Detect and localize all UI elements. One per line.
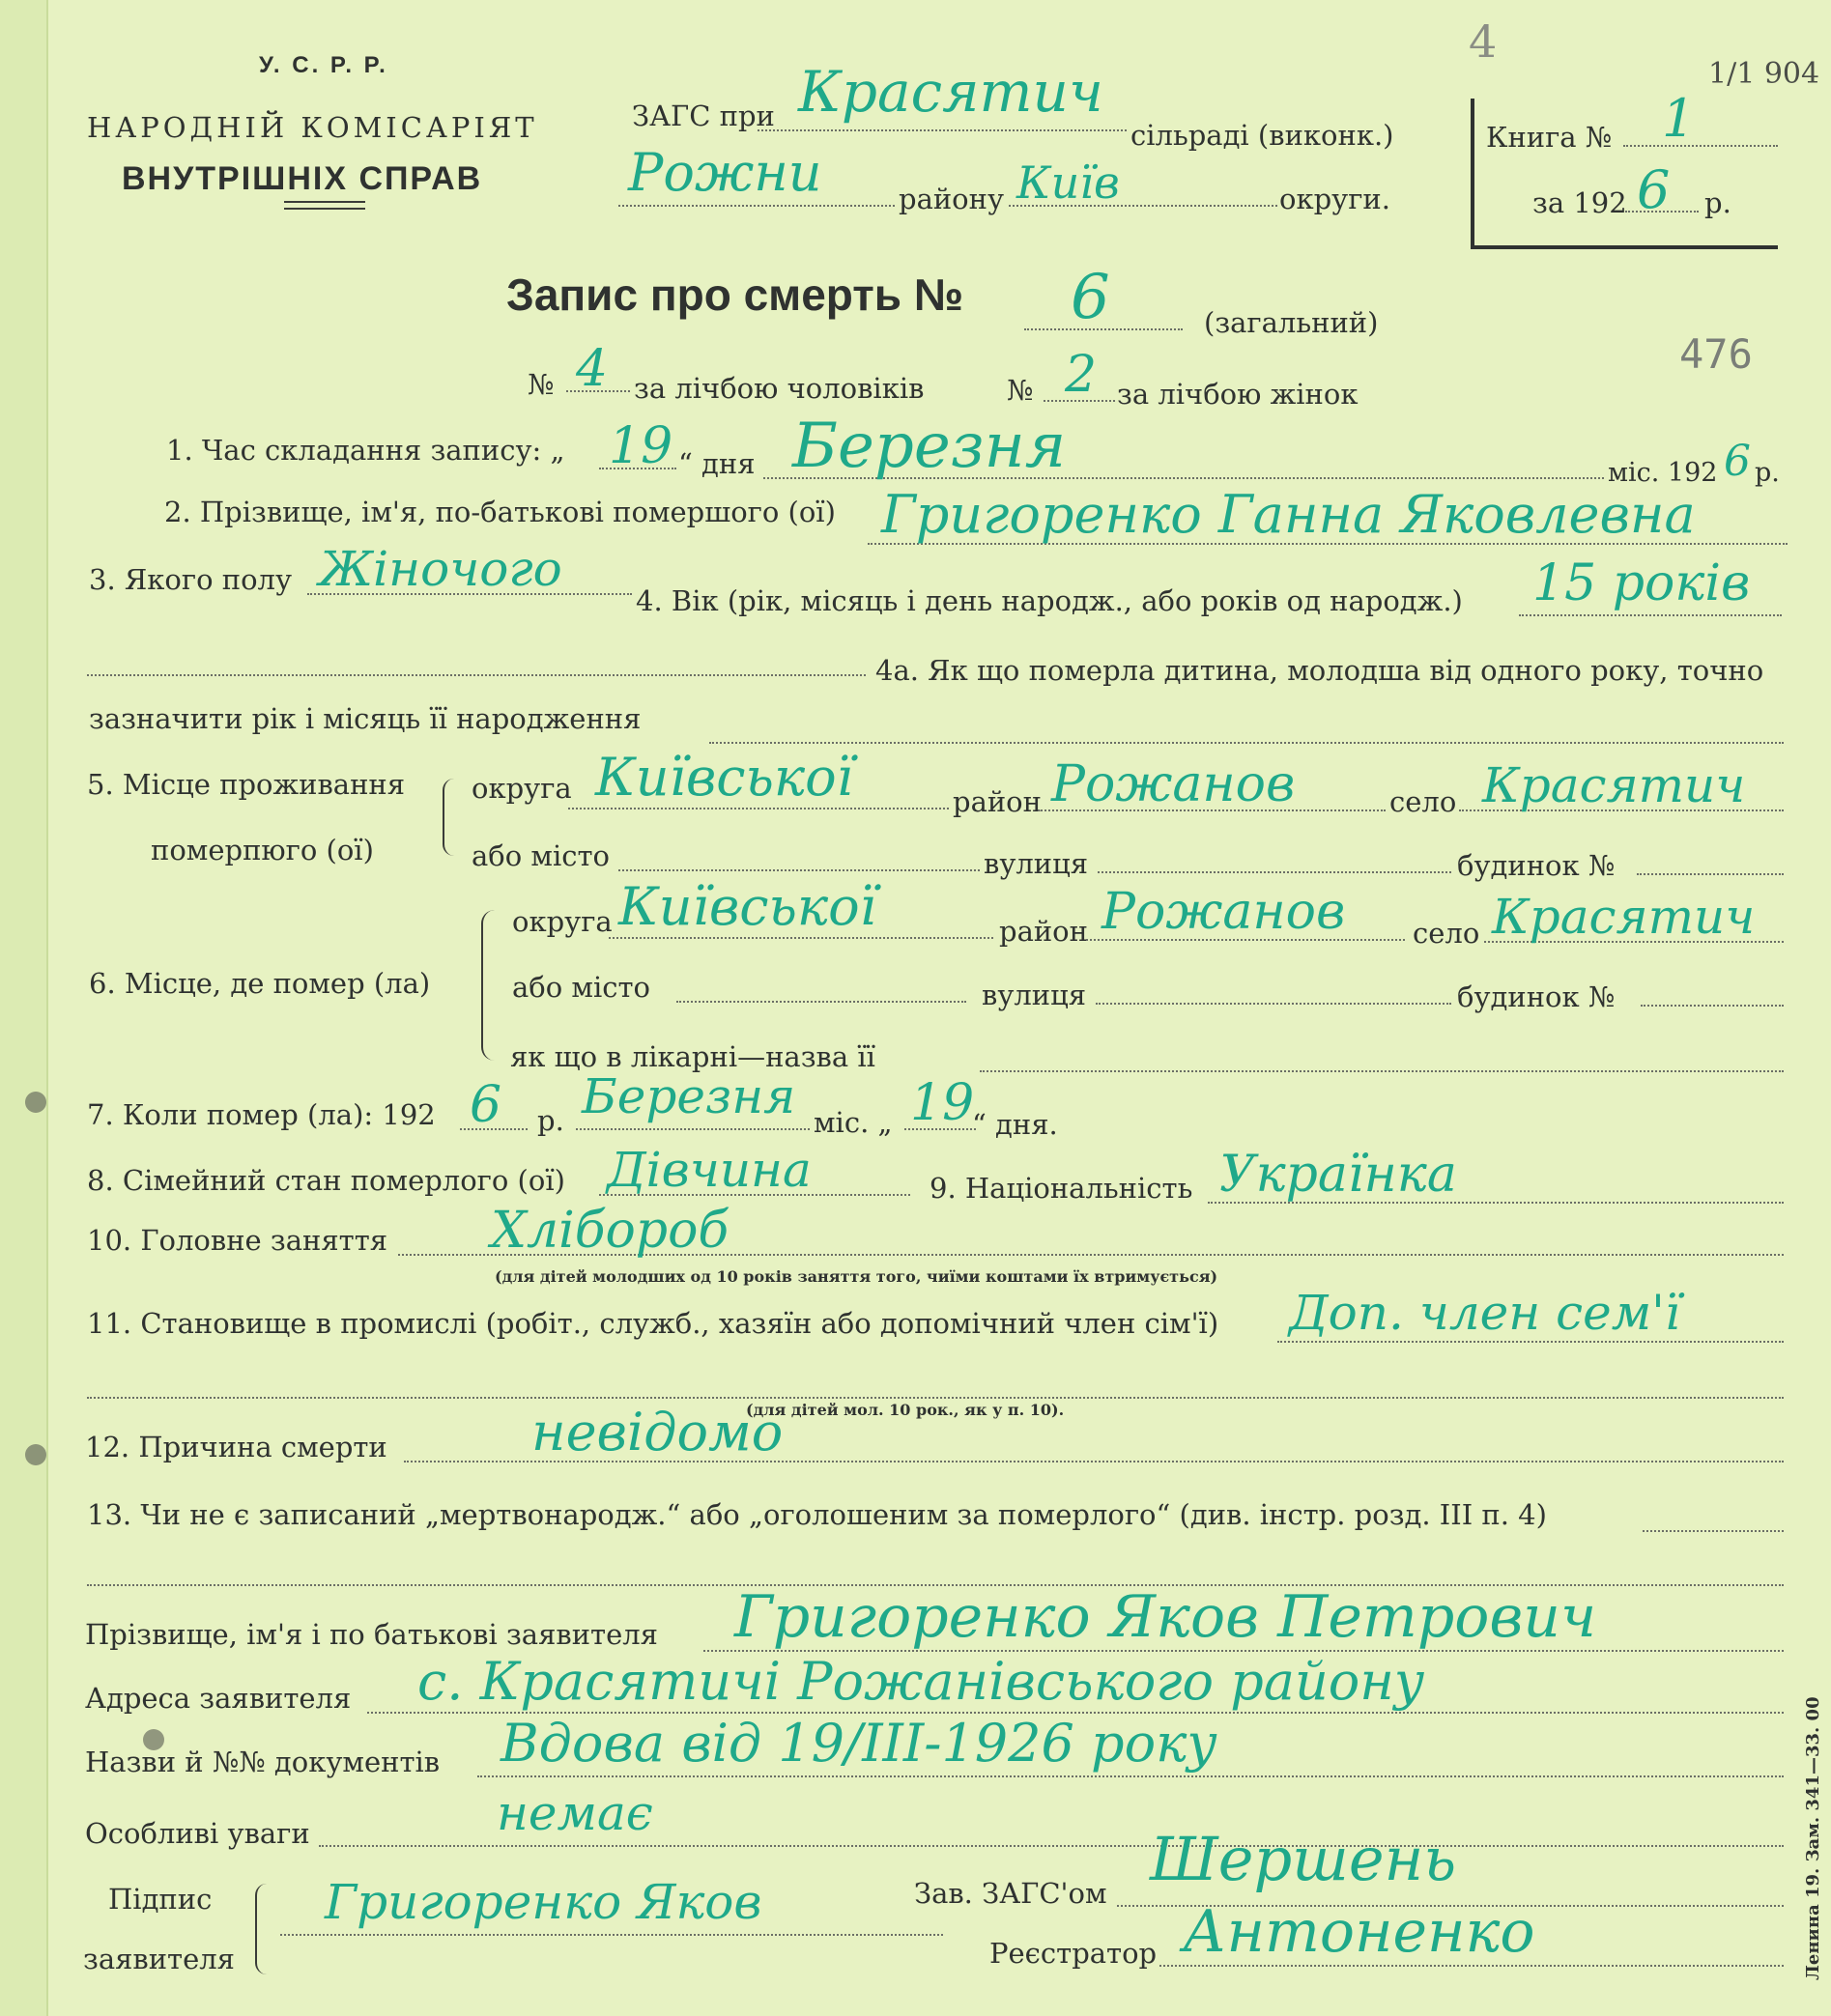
zags-prefix: ЗАГС при	[632, 99, 775, 132]
f4-line	[1519, 614, 1782, 616]
f4a-line1: 4а. Як що померла дитина, молодша від одного року, точно	[875, 654, 1764, 687]
f3-value: Жіночого	[319, 541, 562, 597]
zags-village-line	[758, 129, 1127, 131]
f1-year-suffix: р.	[1755, 458, 1780, 488]
f4-value: 15 років	[1532, 554, 1751, 612]
f11-value: Доп. член сем'ї	[1289, 1285, 1680, 1341]
top-pencil-mark: 4	[1469, 15, 1498, 68]
f6-raion-value: Рожанов	[1101, 883, 1346, 941]
f6-vulytsia-line	[1096, 1003, 1451, 1005]
head-zags-signature: Шершень	[1150, 1824, 1457, 1894]
f6-raion-label: район	[999, 915, 1088, 948]
f7-month-line	[576, 1128, 810, 1130]
f6-selo-value: Красятич	[1492, 889, 1756, 945]
f5-okruha-value: Київської	[595, 747, 853, 808]
f11-continuation-line	[87, 1397, 1784, 1399]
f13-label: 13. Чи не є записаний „мертвонародж.“ або „оголошеним за померлого“ (див. інстр. розд. III п. 4)	[87, 1498, 1547, 1531]
page-stamp-number: 476	[1679, 330, 1753, 378]
district-line	[618, 205, 895, 207]
f1-month-value: Березня	[792, 411, 1067, 482]
underline	[284, 208, 365, 210]
f6-selo-label: село	[1413, 917, 1480, 950]
f6-hospital-label: як що в лікарні—назва її	[510, 1040, 875, 1073]
book-year-digit: 6	[1637, 159, 1671, 220]
f7-label: 7. Коли помер (ла): 192	[87, 1098, 436, 1131]
applicant-name-label: Прізвище, ім'я і по батькові заявителя	[85, 1618, 658, 1651]
book-number-value: 1	[1662, 88, 1696, 149]
f6-budynok-label: будинок №	[1457, 980, 1616, 1013]
men-number-prefix: №	[528, 368, 555, 401]
f7-year-digit: 6	[470, 1076, 502, 1134]
signature-brace	[255, 1884, 267, 1974]
f4-continuation-line	[87, 674, 866, 676]
f5-vulytsia-line	[1098, 871, 1451, 873]
f5-label1: 5. Місце проживання	[87, 768, 406, 801]
book-year-suffix: р.	[1704, 186, 1731, 219]
f4a-line2: зазначити рік і місяць її народження	[89, 702, 642, 735]
women-number-value: 2	[1065, 346, 1098, 404]
applicant-address-label: Адреса заявителя	[85, 1682, 352, 1715]
f6-hospital-line	[980, 1070, 1784, 1072]
f8-label: 8. Сімейний стан померлого (ої)	[87, 1164, 565, 1197]
f7-month-value: Березня	[582, 1068, 796, 1124]
applicant-docs-line	[477, 1775, 1784, 1777]
book-number-line	[1623, 145, 1778, 147]
underline	[284, 201, 365, 203]
printer-mark: Ленина 19. Зам. 341—33. 00	[1803, 1696, 1823, 1980]
f7-month-label: міс. „	[814, 1106, 893, 1139]
f6-brace	[481, 910, 495, 1061]
head-zags-label: Зав. ЗАГС'ом	[914, 1877, 1107, 1910]
applicant-docs-value: Вдова від 19/ІІІ-1926 року	[501, 1713, 1217, 1774]
f7-year-suffix: р.	[537, 1104, 564, 1137]
okruha-label: округи.	[1279, 183, 1390, 215]
f5-misto-label: або місто	[472, 839, 611, 872]
f12-label: 12. Причина смерти	[85, 1431, 387, 1463]
f1-year-digit: 6	[1724, 437, 1751, 486]
record-title: Запис про смерть №	[506, 270, 964, 320]
f5-raion-label: район	[953, 785, 1042, 818]
commissariat-label: НАРОДНІЙ КОМІСАРІЯТ	[87, 111, 538, 144]
f6-misto-line	[676, 1001, 966, 1003]
book-label: Книга №	[1486, 121, 1613, 154]
f5-brace	[443, 779, 454, 856]
f5-label2: померпюго (ої)	[151, 834, 374, 866]
f3-label: 3. Якого полу	[89, 563, 293, 596]
applicant-signature-line	[280, 1934, 943, 1936]
department-label: ВНУТРІШНІХ СПРАВ	[122, 160, 483, 197]
f10-label: 10. Головне заняття	[87, 1224, 388, 1257]
f5-budynok-line	[1637, 873, 1784, 875]
f5-selo-value: Красятич	[1482, 757, 1746, 813]
f5-vulytsia-label: вулиця	[984, 847, 1089, 880]
f1-day-suffix: “ дня	[678, 447, 756, 480]
f10-note: (для дітей молодших од 10 років заняття того, чиїми коштами їх втримується)	[495, 1267, 1218, 1286]
district-value: Рожни	[628, 142, 822, 203]
f5-raion-value: Рожанов	[1051, 755, 1296, 813]
applicant-notes-value: немає	[497, 1785, 653, 1841]
page-binding-edge	[0, 0, 48, 2016]
zags-village-value: Красятич	[798, 59, 1103, 125]
f6-misto-label: або місто	[512, 971, 651, 1004]
f11-line	[1277, 1341, 1784, 1343]
record-number-value: 6	[1071, 262, 1110, 333]
f8-value: Дівчина	[607, 1142, 812, 1198]
f5-budynok-label: будинок №	[1457, 849, 1616, 882]
zags-suffix: сільраді (виконк.)	[1130, 119, 1394, 152]
women-number-prefix: №	[1007, 374, 1034, 407]
punch-hole	[25, 1092, 46, 1113]
f6-okruha-value: Київської	[618, 876, 876, 937]
f6-okruha-line	[609, 937, 993, 939]
f1-month-label: міс. 192	[1608, 458, 1718, 488]
okruha-value: Київ	[1016, 156, 1120, 209]
applicant-docs-label: Назви й №№ документів	[85, 1746, 441, 1778]
f2-value: Григоренко Ганна Яковлевна	[881, 484, 1696, 545]
book-box-border	[1471, 99, 1474, 249]
women-number-label: за лічбою жінок	[1117, 378, 1359, 411]
f6-okruha-label: округа	[512, 905, 613, 938]
f5-okruha-line	[568, 808, 949, 809]
applicant-name-value: Григоренко Яков Петрович	[734, 1583, 1597, 1651]
applicant-signature: Григоренко Яков	[325, 1874, 762, 1930]
f1-day-value: 19	[609, 417, 673, 475]
f12-value: невідомо	[531, 1402, 784, 1462]
applicant-notes-label: Особливі уваги	[85, 1817, 310, 1850]
f6-label: 6. Місце, де помер (ла)	[89, 967, 431, 1000]
f2-label: 2. Прізвище, ім'я, по-батькові помершого (ої)	[164, 496, 836, 528]
f7-day-suffix: “ дня.	[972, 1108, 1058, 1141]
f9-value: Українка	[1219, 1146, 1457, 1204]
f4-label: 4. Вік (рік, місяць і день народж., або років од народж.)	[636, 584, 1463, 617]
f11-label: 11. Становище в промислі (робіт., служб., хазяїн або допомічний член сім'ї)	[87, 1307, 1219, 1340]
record-general-label: (загальний)	[1204, 306, 1379, 339]
f4a-line	[709, 742, 1784, 744]
applicant-signature-label-line1: Підпис	[108, 1883, 213, 1916]
registrar-signature: Антоненко	[1183, 1898, 1535, 1966]
f1-label: 1. Час складання запису: „	[166, 434, 565, 467]
book-corner-mark: 1/1 904	[1708, 57, 1820, 91]
applicant-signature-label-line2: заявителя	[83, 1943, 235, 1975]
men-number-label: за лічбою чоловіків	[634, 372, 925, 405]
f10-value: Хлібороб	[491, 1202, 730, 1260]
f5-selo-label: село	[1389, 785, 1457, 818]
f7-day-value: 19	[910, 1074, 975, 1132]
f11-note: (для дітей мол. 10 рок., як у п. 10).	[746, 1401, 1065, 1419]
men-number-value: 4	[576, 340, 609, 398]
f9-label: 9. Національність	[930, 1172, 1193, 1205]
district-label: району	[899, 183, 1005, 215]
applicant-notes-line	[319, 1845, 1784, 1847]
f6-budynok-line	[1641, 1005, 1784, 1007]
f5-misto-line	[618, 869, 980, 871]
registrar-label: Реєстратор	[989, 1937, 1158, 1970]
f6-vulytsia-label: вулиця	[982, 979, 1087, 1011]
f13-line	[1643, 1530, 1784, 1532]
book-year-label: за 192	[1532, 186, 1627, 219]
applicant-address-value: с. Красятичі Рожанівського району	[417, 1651, 1425, 1712]
book-box-border	[1471, 245, 1778, 249]
ussr-label: У. С. Р. Р.	[259, 52, 388, 78]
f5-okruha-label: округа	[472, 772, 572, 805]
punch-hole	[25, 1444, 46, 1465]
